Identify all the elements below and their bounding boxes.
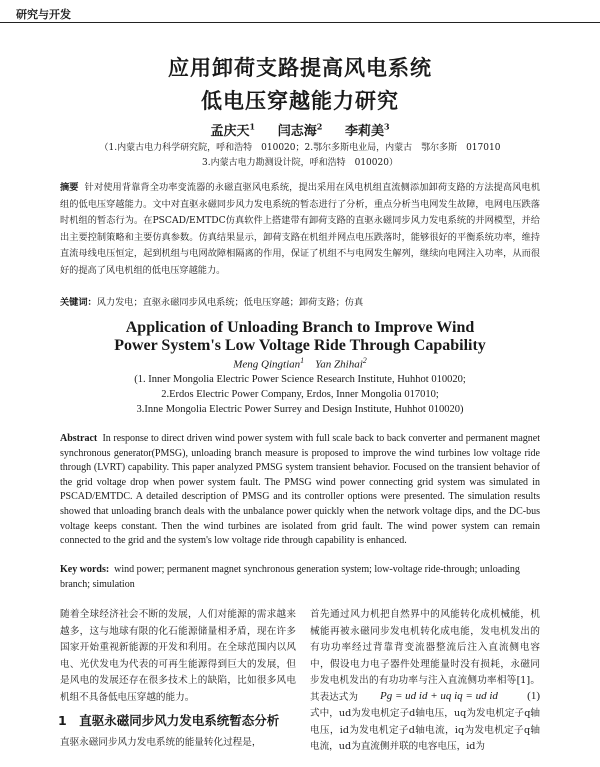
abstract-en-text: In response to direct driven wind power system with full scale back to back converter and permanent magnet synchronous generator(PMSG), unloading branch measure is proposed to improve the wind turbines low voltage ride through (LVRT) capability. This paper analyzed PMSG system transient behavior. Focused on the transient behavior of the grid voltage drop when power system fault. The PMSG wind power connecting grid system was simulated in PSCAD/EMTDC. A detailed description of PMSG and its controller options were presented. The simulation results showed that unloading branch deals with the unbalance power quickly when the network voltage dips, and the DC-bus voltage keeps constant. Then the wind turbines are isolated from grid fault. The wind power system can remain connected to the grid and the system's low voltage ride through capability is enhanced. bbox=[60, 433, 540, 547]
author-en: Meng Qingtian bbox=[233, 358, 301, 371]
header-rule bbox=[0, 22, 600, 23]
keywords-cn bbox=[60, 294, 540, 308]
abstract-cn-label: 摘要 bbox=[60, 182, 79, 193]
body-left-paragraph: 随着全球经济社会不断的发展，人们对能源的需求越来越多，这与地球有限的化石能源储量相矛盾，现在许多国家开始重视新能源的开发和利用。在全球范围内以风电、光伏发电为代表的可再生能源得到巨大的发展，但是风电的发展还存在很多技术上的缺陷，比如很多风电机组不具备低电压穿越的能力。 bbox=[60, 609, 296, 703]
title-cn-line2: 低电压穿越能力研究 bbox=[201, 89, 399, 113]
abstract-en bbox=[60, 432, 540, 549]
section-tag: 研究与开发 bbox=[16, 8, 71, 21]
author-en-sup: 2 bbox=[362, 356, 367, 365]
author-cn: 李莉美 bbox=[344, 124, 384, 139]
affiliation-en-line2: 2.Erdos Electric Power Company, Erdos, Inner Mongolia 017010; bbox=[161, 389, 439, 400]
abstract-cn bbox=[60, 180, 540, 279]
keywords-cn-text: 风力发电；直驱永磁同步风电系统；低电压穿越；卸荷支路；仿真 bbox=[96, 297, 364, 308]
keywords-en-label: Key words: bbox=[60, 564, 110, 575]
equation-1 bbox=[310, 690, 540, 702]
author-cn-sup: 2 bbox=[316, 121, 323, 132]
author-cn-sup: 1 bbox=[249, 121, 256, 132]
equation-1-number: (1) bbox=[527, 690, 540, 702]
title-cn-line1: 应用卸荷支路提高风电系统 bbox=[168, 56, 432, 80]
author-cn-sup: 3 bbox=[383, 121, 390, 132]
author-en: Yan Zhihai bbox=[315, 358, 363, 371]
author-cn: 孟庆天 bbox=[210, 124, 250, 139]
keywords-en-text: wind power; permanent magnet synchronous generation system; low-voltage ride-through; unloading branch; simulation bbox=[60, 564, 520, 590]
body-right-paragraph-2: 式中，ud为发电机定子d轴电压，uq为发电机定子q轴电压，id为发电机定子d轴电流，iq为发电机定子q轴电流，ud为直流侧并联的电容电压，id为 bbox=[310, 708, 540, 752]
section-1-paragraph: 直驱永磁同步风力发电系统的能量转化过程是， bbox=[60, 737, 262, 748]
affiliation-cn-line2: 3.内蒙古电力勘测设计院，呼和浩特 010020） bbox=[202, 158, 398, 168]
affiliation-en-line3: 3.Inne Mongolia Electric Power Surrey and Design Institute, Huhhot 010020) bbox=[136, 404, 464, 415]
author-cn: 闫志海 bbox=[277, 124, 317, 139]
section-1-heading: 1 直驱永磁同步风力发电系统暂态分析 bbox=[58, 713, 280, 728]
affiliation-en-line1: (1. Inner Mongolia Electric Power Science Research Institute, Huhhot 010020; bbox=[134, 374, 466, 385]
authors-en bbox=[0, 356, 600, 371]
keywords-cn-label: 关键词： bbox=[60, 297, 97, 308]
authors-cn bbox=[0, 120, 600, 139]
abstract-cn-text: 针对使用背靠背全功率变流器的永磁直驱风电系统，提出采用在风电机组直流侧添加卸荷支路的方法提高风电机组的低电压穿越能力。文中对直驱永磁同步风力发电系统的暂态进行了分析，重点分析当电网发生故障，电网电压跌落时机组的暂态行为。在PSCAD/EMTDC仿真软件上搭建带有卸荷支路的直驱永磁同步风力发电系统的并网模型，并给出主要控制策略和主要仿真参数。仿真结果显示，卸荷支路在机组并网点电压跌落时，能够很好的平衡系统功率，维持直流母线电压恒定，起到机组与电网故障相隔离的作用，保证了机组不与电网发生解列，继续向电网注入功率，从而很好的提高了风电机组的低电压穿越能力。 bbox=[60, 182, 541, 276]
affiliation-cn-line1: （1.内蒙古电力科学研究院，呼和浩特 010020；2.鄂尔多斯电业局，内蒙古 鄂尔多斯 017010 bbox=[99, 143, 501, 153]
author-en-sup: 1 bbox=[300, 356, 305, 365]
abstract-en-label: Abstract bbox=[60, 433, 98, 444]
keywords-en bbox=[60, 563, 540, 592]
body-right-paragraph-1: 首先通过风力机把自然界中的风能转化成机械能，机械能再被永磁同步发电机转化成电能，发电机发出的有功功率经过背靠背变流器整流后注入直流侧电容中，假设电力电子器件处理能量时没有损耗，永磁同步发电机发出的有功功率与注入直流侧功率相等[1]。其表达式为 bbox=[310, 609, 540, 703]
title-en-line2: Power System's Low Voltage Ride Through Capability bbox=[114, 337, 486, 354]
title-en-line1: Application of Unloading Branch to Improve Wind bbox=[125, 319, 475, 336]
equation-1-expression: Pg = ud id + uq iq = ud id bbox=[380, 690, 498, 702]
